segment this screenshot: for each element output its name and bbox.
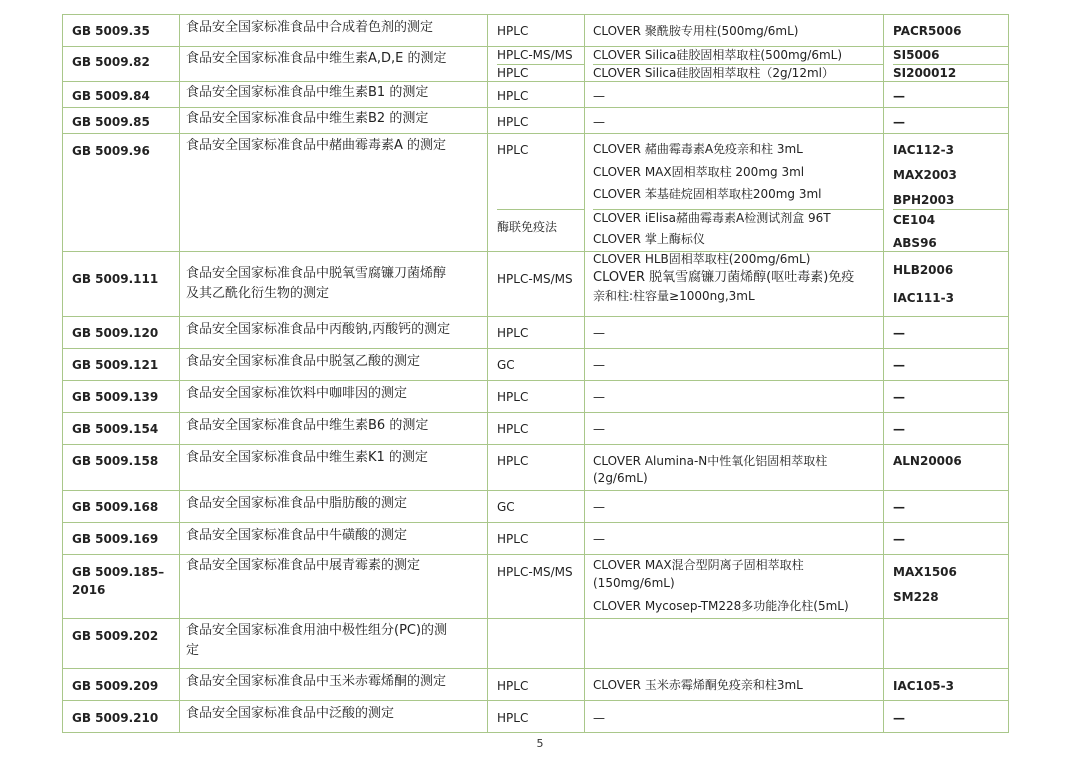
product-code-cell: — [884, 701, 1009, 733]
standard-title-cell: 食品安全国家标准食品中维生素K1 的测定 [180, 445, 488, 491]
product-cell: CLOVER Alumina-N中性氧化铝固相萃取柱 (2g/6mL) [585, 445, 884, 491]
method-cell: HPLC-MS/MS HPLC [488, 47, 585, 82]
standard-title-cell: 食品安全国家标准食品中脂肪酸的测定 [180, 491, 488, 523]
standard-number-cell: GB 5009.210 [63, 701, 180, 733]
product-cell: — [585, 491, 884, 523]
product-cell: — [585, 82, 884, 108]
method-cell: HPLC [488, 669, 585, 701]
standard-number-cell: GB 5009.96 [63, 134, 180, 252]
standard-number-cell: GB 5009.111 [63, 252, 180, 317]
product-cell: — [585, 701, 884, 733]
method-cell: HPLC [488, 15, 585, 47]
product-code-cell: — [884, 381, 1009, 413]
standard-title-cell: 食品安全国家标准食品中脱氧雪腐镰刀菌烯醇 及其乙酰化衍生物的测定 [180, 252, 488, 317]
standard-title-cell: 食品安全国家标准食品中维生素A,D,E 的测定 [180, 47, 488, 82]
standard-title-cell: 食品安全国家标准食用油中极性组分(PC)的测 定 [180, 619, 488, 669]
product-code-cell: — [884, 349, 1009, 381]
standard-title-cell: 食品安全国家标准食品中泛酸的测定 [180, 701, 488, 733]
product-code-cell: — [884, 317, 1009, 349]
table-row [63, 491, 1009, 523]
product-code-cell [884, 619, 1009, 669]
standard-number-cell: GB 5009.82 [63, 47, 180, 82]
table-row [63, 413, 1009, 445]
product-cell: CLOVER 玉米赤霉烯酮免疫亲和柱3mL [585, 669, 884, 701]
standard-number-cell: GB 5009.139 [63, 381, 180, 413]
product-cell: — [585, 523, 884, 555]
method-cell: HPLC [488, 82, 585, 108]
table-row [63, 523, 1009, 555]
standard-number-cell: GB 5009.185– 2016 [63, 555, 180, 619]
standard-title-cell: 食品安全国家标准食品中展青霉素的测定 [180, 555, 488, 619]
table-row [63, 82, 1009, 108]
product-cell: CLOVER Silica硅胶固相萃取柱(500mg/6mL) CLOVER Silica硅胶固相萃取柱（2g/12ml） [585, 47, 884, 82]
table-row [63, 15, 1009, 47]
standard-number-cell: GB 5009.35 [63, 15, 180, 47]
standard-title-cell: 食品安全国家标准食品中牛磺酸的测定 [180, 523, 488, 555]
method-cell: HPLC-MS/MS [488, 555, 585, 619]
method-cell: HPLC 酶联免疫法 [488, 134, 585, 252]
method-cell: GC [488, 491, 585, 523]
product-cell: — [585, 317, 884, 349]
standard-number-cell: GB 5009.84 [63, 82, 180, 108]
table-row [63, 349, 1009, 381]
product-code-cell: — [884, 82, 1009, 108]
table-row [63, 669, 1009, 701]
table-row [63, 619, 1009, 669]
standard-title-cell: 食品安全国家标准食品中玉米赤霉烯酮的测定 [180, 669, 488, 701]
product-code-cell: ALN20006 [884, 445, 1009, 491]
table-row [63, 252, 1009, 317]
standard-title-cell: 食品安全国家标准食品中维生素B2 的测定 [180, 108, 488, 134]
product-code-cell: — [884, 413, 1009, 445]
table-row [63, 555, 1009, 619]
product-code-cell: — [884, 523, 1009, 555]
product-code-cell: HLB2006 IAC111-3 [884, 252, 1009, 317]
table-row [63, 445, 1009, 491]
standard-title-cell: 食品安全国家标准食品中合成着色剂的测定 [180, 15, 488, 47]
table-row [63, 134, 1009, 252]
product-cell: — [585, 413, 884, 445]
product-cell: CLOVER 赭曲霉毒素A免疫亲和柱 3mL CLOVER MAX固相萃取柱 200mg 3ml CLOVER 苯基硅烷固相萃取柱200mg 3ml CLOVER iElisa赭曲霉毒素A检测试剂盒 96T CLOVER 掌上酶标仪 [585, 134, 884, 252]
product-cell: — [585, 349, 884, 381]
standard-number-cell: GB 5009.154 [63, 413, 180, 445]
standard-number-cell: GB 5009.168 [63, 491, 180, 523]
method-cell: HPLC [488, 108, 585, 134]
product-cell: — [585, 108, 884, 134]
product-code-cell: PACR5006 [884, 15, 1009, 47]
standard-title-cell: 食品安全国家标准食品中赭曲霉毒素A 的测定 [180, 134, 488, 252]
product-cell: CLOVER MAX混合型阴离子固相萃取柱 (150mg/6mL) CLOVER Mycosep-TM228多功能净化柱(5mL) [585, 555, 884, 619]
product-code-cell: IAC112-3 MAX2003 BPH2003 CE104 ABS96 [884, 134, 1009, 252]
method-cell: GC [488, 349, 585, 381]
product-code-cell: MAX1506 SM228 [884, 555, 1009, 619]
product-code-cell: IAC105-3 [884, 669, 1009, 701]
standard-title-cell: 食品安全国家标准食品中脱氢乙酸的测定 [180, 349, 488, 381]
table-row [63, 317, 1009, 349]
product-code-cell: — [884, 491, 1009, 523]
product-cell: CLOVER 聚酰胺专用柱(500mg/6mL) [585, 15, 884, 47]
standard-number-cell: GB 5009.169 [63, 523, 180, 555]
standard-number-cell: GB 5009.202 [63, 619, 180, 669]
standards-table [62, 14, 1009, 733]
standard-title-cell: 食品安全国家标准食品中维生素B6 的测定 [180, 413, 488, 445]
standard-title-cell: 食品安全国家标准饮料中咖啡因的测定 [180, 381, 488, 413]
product-cell: CLOVER HLB固相萃取柱(200mg/6mL) CLOVER 脱氧雪腐镰刀菌烯醇(呕吐毒素)免疫 亲和柱:柱容量≥1000ng,3mL [585, 252, 884, 317]
method-cell: HPLC [488, 317, 585, 349]
method-cell: HPLC [488, 381, 585, 413]
product-code-cell: — [884, 108, 1009, 134]
standard-number-cell: GB 5009.209 [63, 669, 180, 701]
standard-title-cell: 食品安全国家标准食品中丙酸钠,丙酸钙的测定 [180, 317, 488, 349]
method-cell: HPLC [488, 701, 585, 733]
method-cell [488, 619, 585, 669]
standard-number-cell: GB 5009.85 [63, 108, 180, 134]
product-code-cell: SI5006 SI200012 [884, 47, 1009, 82]
method-cell: HPLC [488, 445, 585, 491]
table-row [63, 47, 1009, 82]
product-cell: — [585, 381, 884, 413]
method-cell: HPLC-MS/MS [488, 252, 585, 317]
method-cell: HPLC [488, 413, 585, 445]
table-row [63, 108, 1009, 134]
standard-title-cell: 食品安全国家标准食品中维生素B1 的测定 [180, 82, 488, 108]
table-row [63, 381, 1009, 413]
page-number: 5 [536, 737, 544, 750]
method-cell: HPLC [488, 523, 585, 555]
table-row [63, 701, 1009, 733]
standard-number-cell: GB 5009.120 [63, 317, 180, 349]
product-cell [585, 619, 884, 669]
standard-number-cell: GB 5009.158 [63, 445, 180, 491]
standard-number-cell: GB 5009.121 [63, 349, 180, 381]
